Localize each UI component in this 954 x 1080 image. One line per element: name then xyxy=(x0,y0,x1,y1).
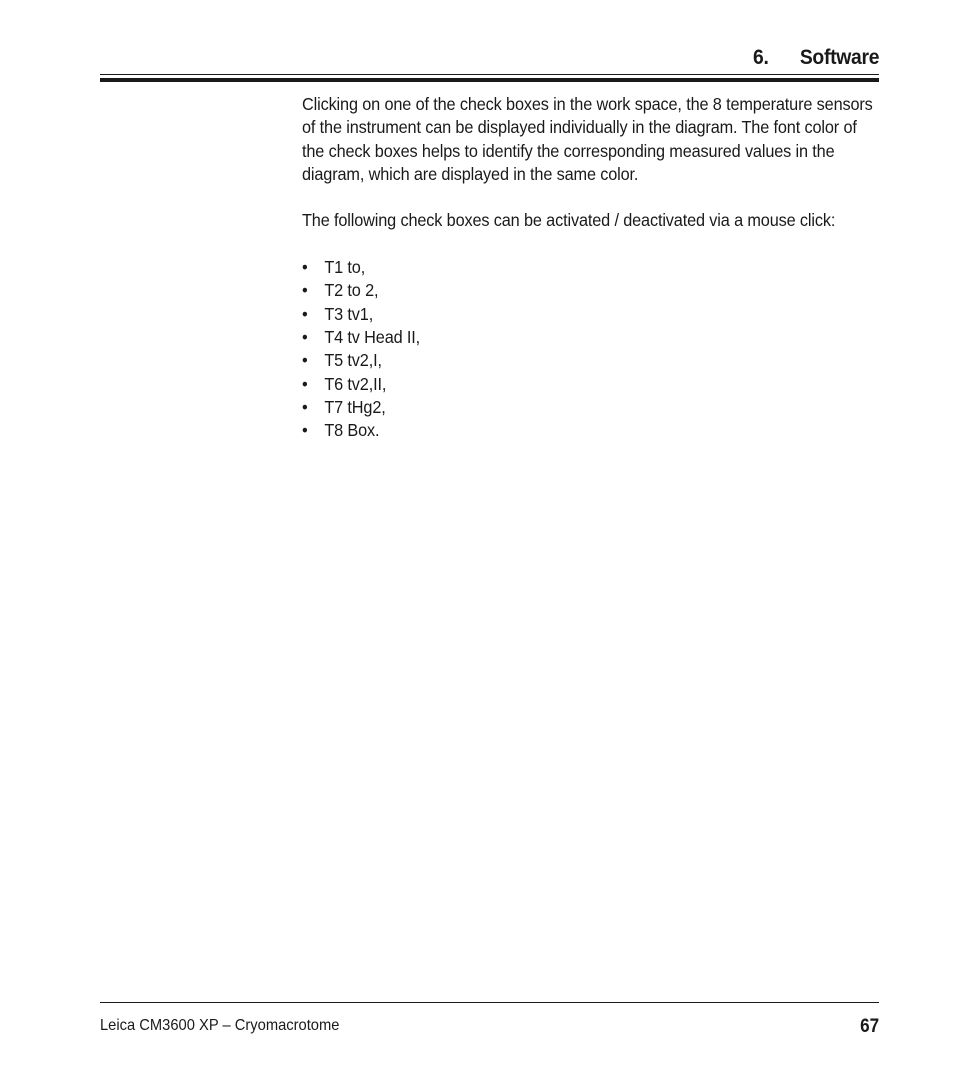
page-footer xyxy=(100,1002,879,1042)
page-header xyxy=(100,44,879,84)
bullet-icon: • xyxy=(302,373,308,394)
header-rule-thin xyxy=(100,74,879,75)
bullet-icon: • xyxy=(302,303,308,324)
list-item xyxy=(302,326,841,349)
list-item xyxy=(302,419,841,442)
list-item-text: T8 Box. xyxy=(324,420,380,441)
list-item-text: T3 tv1, xyxy=(324,303,374,324)
header-rule-thick xyxy=(100,78,879,82)
body-content xyxy=(302,93,882,442)
list-item xyxy=(302,256,841,279)
bullet-icon: • xyxy=(302,326,308,347)
bullet-icon: • xyxy=(302,420,308,441)
list-item-text: T2 to 2, xyxy=(324,280,379,301)
list-item xyxy=(302,303,841,326)
list-item xyxy=(302,373,841,396)
bullet-icon: • xyxy=(302,396,308,417)
bullet-icon: • xyxy=(302,257,308,278)
footer-rule xyxy=(100,1002,879,1003)
product-name: Leica CM3600 XP – Cryomacrotome xyxy=(100,1017,340,1034)
list-item-text: T7 tHg2, xyxy=(324,396,386,417)
bullet-icon: • xyxy=(302,350,308,371)
list-item xyxy=(302,349,841,372)
paragraph-checkboxes: The following check boxes can be activated / deactivated via a mouse click: xyxy=(302,210,836,231)
list-item xyxy=(302,279,841,302)
list-item xyxy=(302,396,841,419)
sensor-checkbox-list xyxy=(302,256,882,442)
bullet-icon: • xyxy=(302,280,308,301)
section-number: 6. xyxy=(752,46,769,69)
list-item-text: T4 tv Head II, xyxy=(324,326,421,347)
list-item-text: T5 tv2,I, xyxy=(324,350,382,371)
page-number: 67 xyxy=(859,1016,879,1037)
section-heading xyxy=(753,46,879,70)
list-item-text: T1 to, xyxy=(324,257,366,278)
list-item-text: T6 tv2,II, xyxy=(324,373,387,394)
section-title: Software xyxy=(799,46,879,69)
paragraph-intro: Clicking on one of the check boxes in the work space, the 8 temperature sensors of the instrument can be displayed individually in the diagram. The font color of the check boxes helps to identify the corresponding measured values in the diagram, which are displayed in the same color. xyxy=(302,94,873,184)
